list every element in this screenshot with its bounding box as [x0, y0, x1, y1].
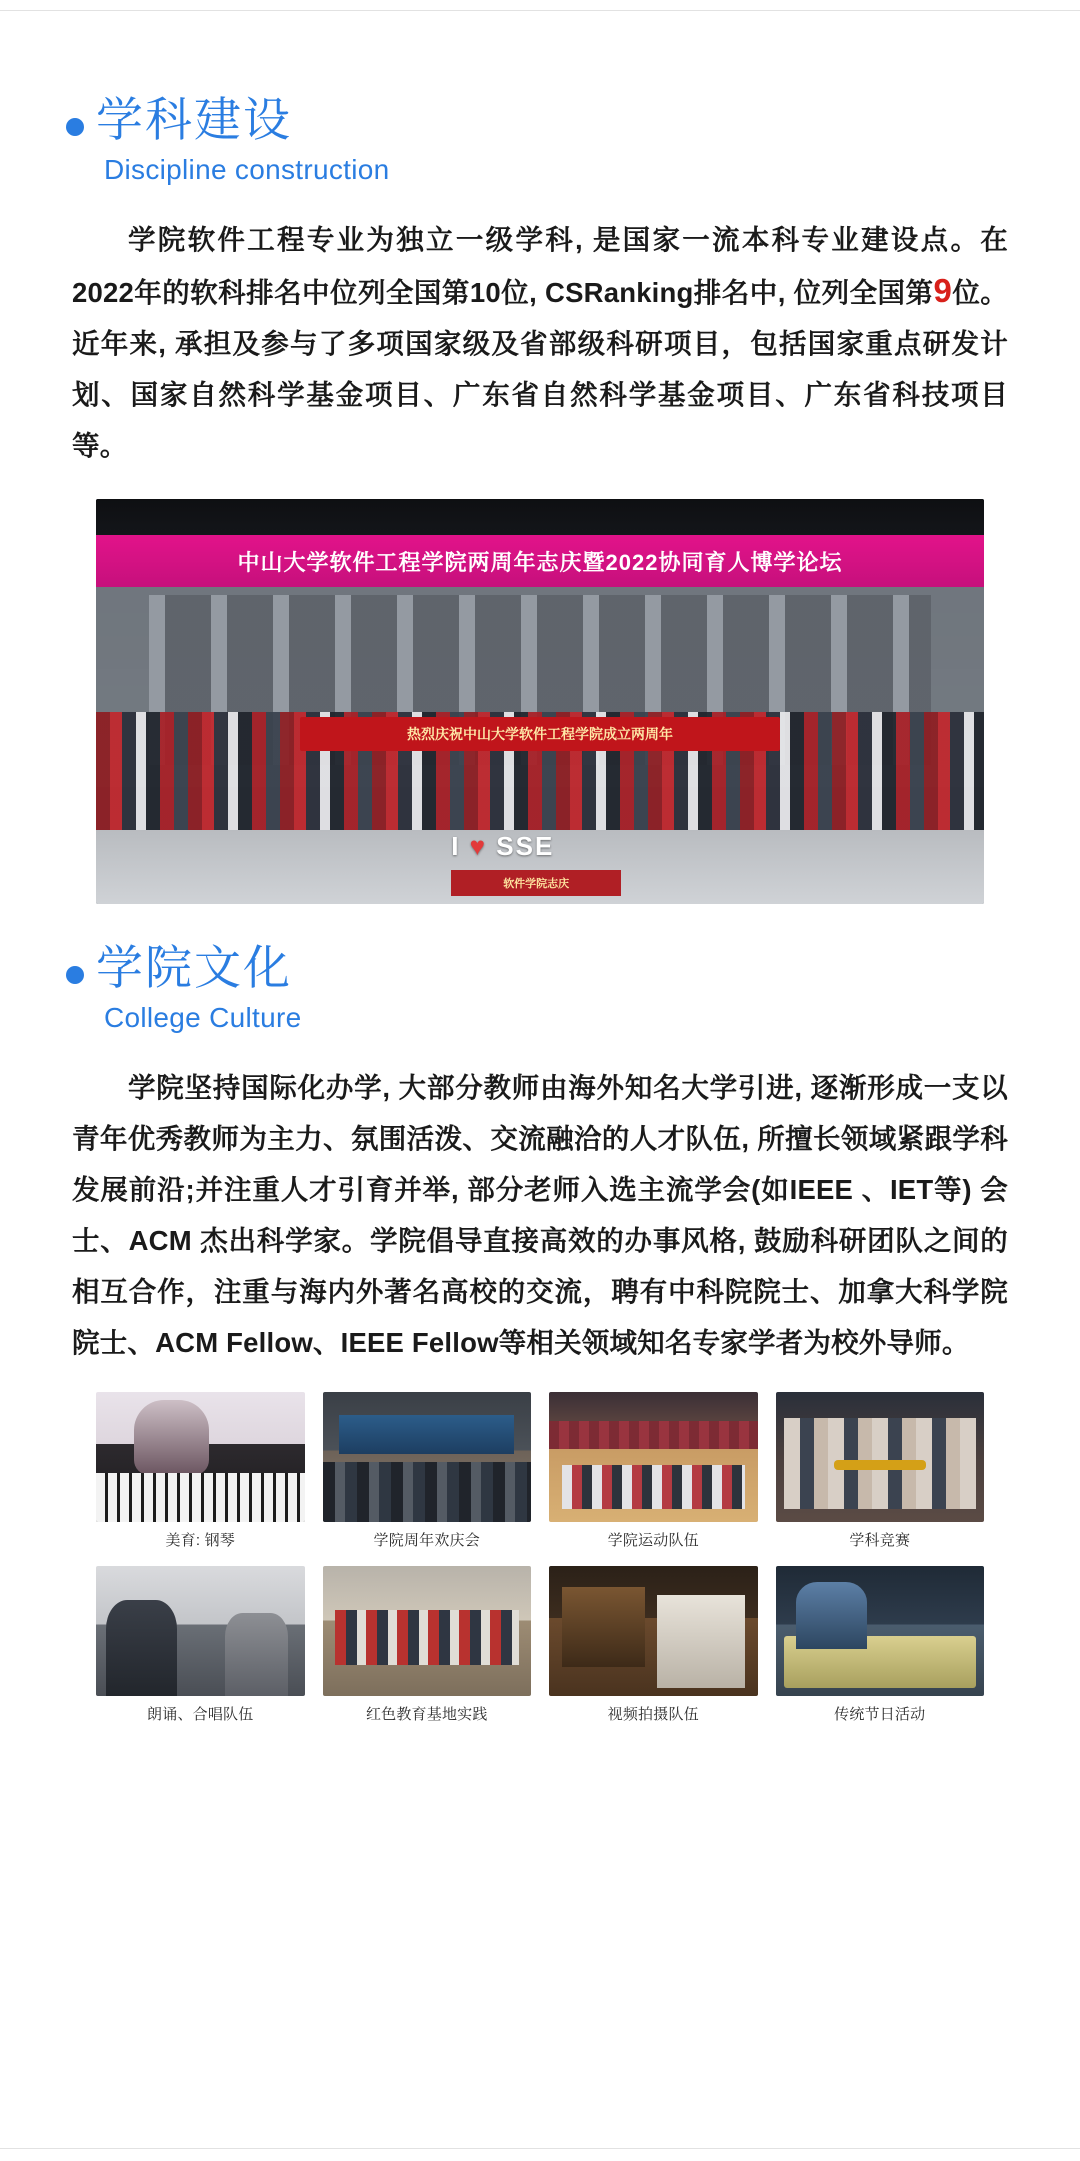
gallery-caption: 朗诵、合唱队伍	[147, 1706, 254, 1723]
floor-logo-prefix: I	[451, 831, 470, 861]
discipline-paragraph	[72, 214, 1008, 471]
discipline-text-part1: 学院软件工程专业为独立一级学科, 是国家一流本科专业建设点。在2022年的软科排名中位列全国第10位, CSRanking排名中, 位列全国第	[72, 224, 1008, 308]
section-title-en: Discipline construction	[104, 154, 390, 185]
photo-stage-banner	[300, 717, 780, 751]
photo-plaque	[451, 870, 621, 896]
discipline-text-part2: 位。近年来, 承担及参与了多项国家级及省部级科研项目，包括国家重点研发计划、国家自然科学基金项目、广东省自然科学基金项目、广东省科技项目等。	[72, 277, 1008, 461]
gallery-item	[776, 1566, 985, 1734]
gallery-thumbnail	[549, 1566, 758, 1696]
floor-logo-suffix: SSE	[487, 831, 555, 861]
gallery-caption: 传统节日活动	[834, 1706, 926, 1723]
gallery-caption: 学院周年欢庆会	[373, 1532, 480, 1549]
gallery-caption: 红色教育基地实践	[365, 1706, 488, 1723]
section-title-cn: 学院文化	[96, 941, 292, 994]
gallery-thumbnail	[323, 1566, 532, 1696]
gallery-item	[96, 1566, 305, 1734]
photo-floor-logo	[451, 831, 554, 862]
photo-plaque-text: 软件学院志庆	[503, 878, 570, 890]
gallery-caption: 美育: 钢琴	[165, 1532, 236, 1549]
gallery-caption: 视频拍摄队伍	[607, 1706, 699, 1723]
gallery-thumbnail	[776, 1566, 985, 1696]
anniversary-photo	[96, 499, 984, 904]
ranking-highlight: 9	[933, 272, 953, 309]
photo-top-banner-text: 中山大学软件工程学院两周年志庆暨2022协同育人博学论坛	[237, 549, 843, 575]
culture-paragraph: 学院坚持国际化办学, 大部分教师由海外知名大学引进, 逐渐形成一支以青年优秀教师为主力、氛围活泼、交流融洽的人才队伍, 所擅长领域紧跟学科发展前沿;并注重人才引育并举, 部分老师入选主流学会(如IEEE 、IET等) 会士、ACM 杰出科学家。学院倡导直接高效的办事风格, 鼓励科研团队之间的相互合作，注重与海内外著名高校的交流，聘有中科院院士、加拿大科学院院士、ACM Fellow、IEEE Fellow等相关领域知名专家学者为校外导师。	[72, 1072, 1008, 1358]
gallery-item	[776, 1392, 985, 1560]
gallery-thumbnail	[549, 1392, 758, 1522]
gallery-thumbnail	[96, 1392, 305, 1522]
photo-top-banner	[96, 535, 984, 587]
gallery-item	[96, 1392, 305, 1560]
gallery-item	[549, 1392, 758, 1560]
bullet-dot-icon	[66, 966, 84, 984]
gallery-thumbnail	[323, 1392, 532, 1522]
section-title-cn: 学科建设	[96, 93, 292, 146]
heart-icon: ♥	[469, 831, 488, 861]
gallery-item	[323, 1392, 532, 1560]
section-title-en: College Culture	[104, 1002, 302, 1033]
culture-photo-grid	[96, 1392, 984, 1734]
gallery-caption: 学科竞赛	[849, 1532, 911, 1549]
bottom-divider	[0, 2148, 1080, 2149]
section-heading-discipline	[0, 92, 1080, 188]
gallery-thumbnail	[96, 1566, 305, 1696]
gallery-thumbnail	[776, 1392, 985, 1522]
bullet-dot-icon	[66, 118, 84, 136]
gallery-caption: 学院运动队伍	[607, 1532, 699, 1549]
gallery-item	[323, 1566, 532, 1734]
section-heading-culture	[0, 940, 1080, 1036]
gallery-item	[549, 1566, 758, 1734]
photo-stage-banner-text: 热烈庆祝中山大学软件工程学院成立两周年	[407, 726, 673, 742]
